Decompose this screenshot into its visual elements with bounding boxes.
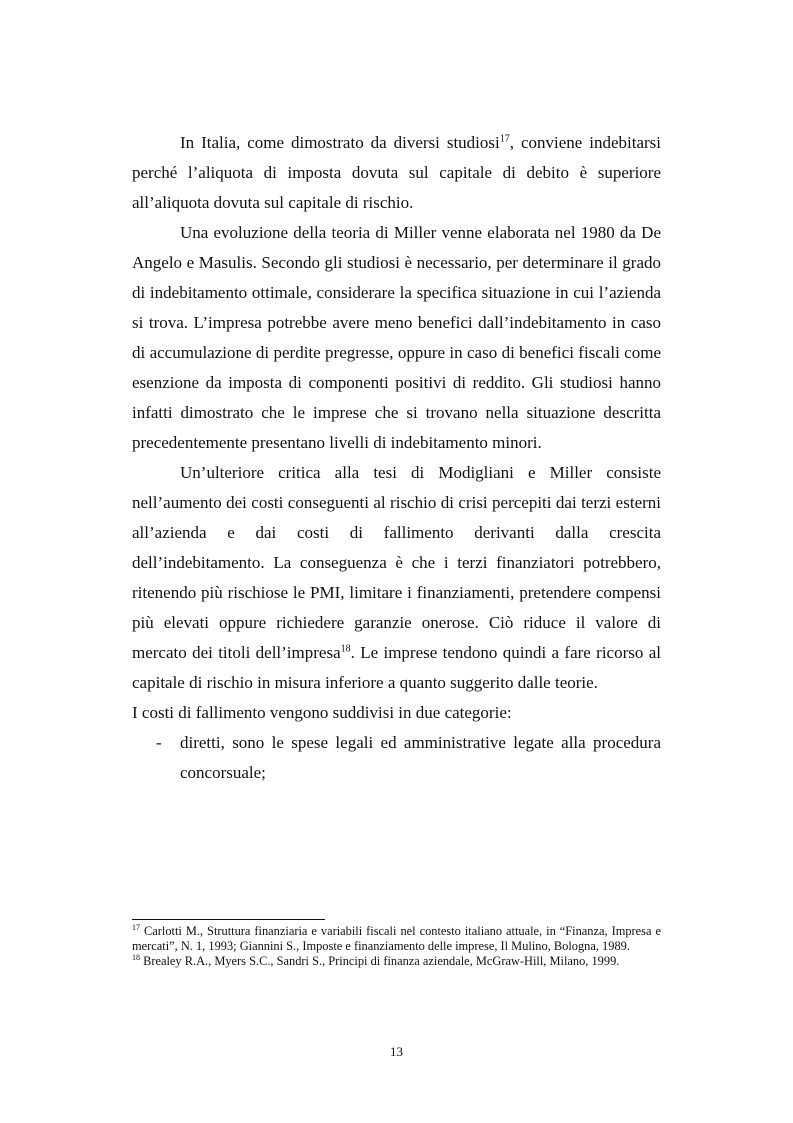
- footnote-marker-18: 18: [132, 952, 140, 962]
- paragraph-1-text-start: In Italia, come dimostrato da diversi studiosi: [180, 133, 500, 152]
- footnote-ref-18[interactable]: 18: [340, 643, 351, 655]
- footnote-marker-17: 17: [132, 922, 140, 932]
- footnotes: [132, 924, 661, 969]
- list-item-text: diretti, sono le spese legali ed amministrative legate alla procedura concorsuale;: [180, 733, 661, 782]
- page-number: 13: [390, 1044, 403, 1059]
- footnote-18: [132, 954, 661, 969]
- paragraph-3-text-end: . Le imprese tendono quindi a fare ricorso al capitale di rischio in misura inferiore a quanto suggerito dalle teorie.: [132, 643, 661, 692]
- footnote-17-text: Carlotti M., Struttura finanziaria e variabili fiscali nel contesto italiano attuale, in “Finanza, Impresa e mercati”, N. 1, 1993; Giannini S., Imposte e finanziamento delle imprese, Il Mulino, Bologna, 1989.: [132, 924, 661, 953]
- list-item: [132, 728, 661, 788]
- footnote-17: [132, 924, 661, 954]
- cost-category-list: [132, 728, 661, 788]
- footnote-ref-17[interactable]: 17: [499, 133, 510, 145]
- body-text: [132, 128, 661, 788]
- paragraph-3: [132, 458, 661, 698]
- paragraph-3-text-start: Un’ulteriore critica alla tesi di Modigliani e Miller consiste nell’aumento dei costi conseguenti al rischio di crisi percepiti dai terzi esterni all’azienda e dai costi di fallimento derivanti dalla crescita dell’indebitamento. La conseguenza è che i terzi finanziatori potrebbero, ritenendo più rischiose le PMI, limitare i finanziamenti, pretendere compensi più elevati oppure richiedere garanzie onerose. Ciò riduce il valore di mercato dei titoli dell’impresa: [132, 463, 661, 662]
- list-bullet: -: [156, 733, 162, 752]
- paragraph-1-text-end: , conviene indebitarsi perché l’aliquota di imposta dovuta sul capitale di debito è superiore all’aliquota dovuta sul capitale di rischio.: [132, 133, 662, 212]
- paragraph-2: Una evoluzione della teoria di Miller venne elaborata nel 1980 da De Angelo e Masulis. Secondo gli studiosi è necessario, per determinare il grado di indebitamento ottimale, considerare la specifica situazione in cui l’azienda si trova. L’impresa potrebbe avere meno benefici dall’indebitamento in caso di accumulazione di perdite pregresse, oppure in caso di benefici fiscali come esenzione da imposta di componenti positivi di reddito. Gli studiosi hanno infatti dimostrato che le imprese che si trovano nella situazione descritta precedentemente presentano livelli di indebitamento minori.: [132, 223, 661, 452]
- paragraph-4: I costi di fallimento vengono suddivisi in due categorie:: [132, 703, 512, 722]
- paragraph-1: [132, 128, 661, 218]
- footnote-separator: [132, 919, 325, 920]
- footnote-18-text: Brealey R.A., Myers S.C., Sandri S., Principi di finanza aziendale, McGraw-Hill, Milano, 1999.: [140, 954, 620, 968]
